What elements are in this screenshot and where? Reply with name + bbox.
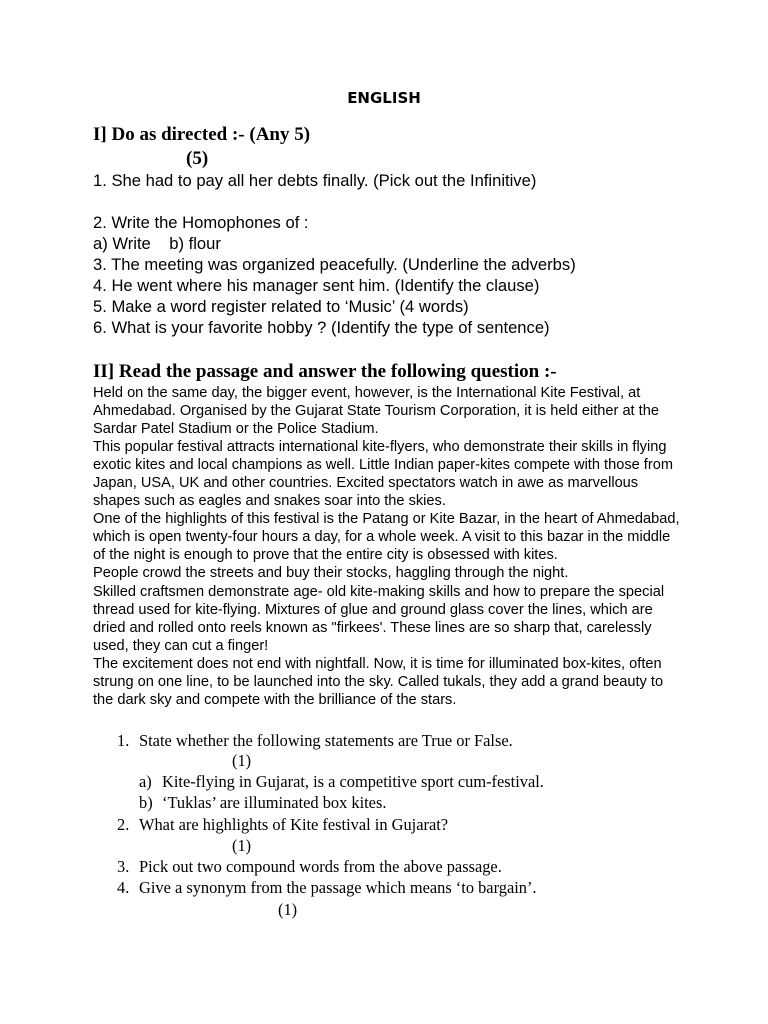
reading-passage bbox=[93, 384, 683, 709]
section1-question: 1. She had to pay all her debts finally. (Pick out the Infinitive) bbox=[93, 171, 537, 190]
question-number: 1. bbox=[117, 731, 130, 750]
sub-question-label: a) bbox=[139, 772, 152, 791]
passage-paragraph: People crowd the streets and buy their stocks, haggling through the night. bbox=[93, 565, 569, 582]
question-marks: (1) bbox=[232, 751, 252, 770]
section1-question: 6. What is your favorite hobby ? (Identify the type of sentence) bbox=[93, 318, 550, 337]
section1-question: 3. The meeting was organized peacefully. (Underline the adverbs) bbox=[93, 255, 576, 274]
passage-paragraph: One of the highlights of this festival is the Patang or Kite Bazar, in the heart of Ahmedabad, which is open twenty-four hours a day, for a whole week. A visit to this bazar in the middle of the night is enough to prove that the entire city is obsessed with kites. bbox=[93, 511, 680, 564]
sub-question-text: Kite-flying in Gujarat, is a competitive sport cum-festival. bbox=[162, 772, 544, 791]
section1-question: 5. Make a word register related to ‘Music’ (4 words) bbox=[93, 297, 469, 316]
question-text: Give a synonym from the passage which means ‘to bargain’. bbox=[139, 878, 537, 897]
section1-question: 2. Write the Homophones of : bbox=[93, 213, 309, 232]
passage-paragraph: This popular festival attracts international kite-flyers, who demonstrate their skills in flying exotic kites and local champions as well. Little Indian paper-kites compete with those from Japan, USA, UK and other countries. Excited spectators watch in awe as marvellous shapes such as eagles and snakes soar into the skies. bbox=[93, 439, 673, 510]
section1-question: a) Write b) flour bbox=[93, 234, 221, 253]
question-marks: (1) bbox=[278, 900, 298, 919]
section1-marks: (5) bbox=[186, 148, 209, 169]
question-number: 2. bbox=[117, 815, 130, 834]
passage-paragraph: The excitement does not end with nightfall. Now, it is time for illuminated box-kites, often strung on one line, to be launched into the sky. Called tukals, they add a grand beauty to the dark sky and compete with the brilliance of the stars. bbox=[93, 655, 664, 708]
question-text: Pick out two compound words from the above passage. bbox=[139, 857, 502, 876]
question-marks: (1) bbox=[232, 836, 252, 855]
passage-paragraph: Held on the same day, the bigger event, however, is the International Kite Festival, at Ahmedabad. Organised by the Gujarat State Tourism Corporation, it is held either at the Sardar Patel Stadium or the Police Stadium. bbox=[93, 385, 659, 438]
question-number: 4. bbox=[117, 878, 130, 897]
section2-heading: II] Read the passage and answer the following question :- bbox=[93, 361, 557, 382]
question-text: What are highlights of Kite festival in Gujarat? bbox=[139, 815, 449, 834]
passage-paragraph: Skilled craftsmen demonstrate age- old kite-making skills and how to prepare the special thread used for kite-flying. Mixtures of glue and ground glass cover the lines, which are dried and rolled onto reels known as "firkees'. These lines are so sharp that, carelessly used, they can cut a finger! bbox=[93, 583, 665, 654]
sub-question-label: b) bbox=[139, 793, 153, 812]
section1-question: 4. He went where his manager sent him. (Identify the clause) bbox=[93, 276, 540, 295]
question-number: 3. bbox=[117, 857, 130, 876]
page-title: ENGLISH bbox=[347, 89, 421, 107]
sub-question-text: ‘Tuklas’ are illuminated box kites. bbox=[162, 793, 387, 812]
question-text: State whether the following statements are True or False. bbox=[139, 731, 513, 750]
section1-heading: I] Do as directed :- (Any 5) bbox=[93, 124, 311, 145]
